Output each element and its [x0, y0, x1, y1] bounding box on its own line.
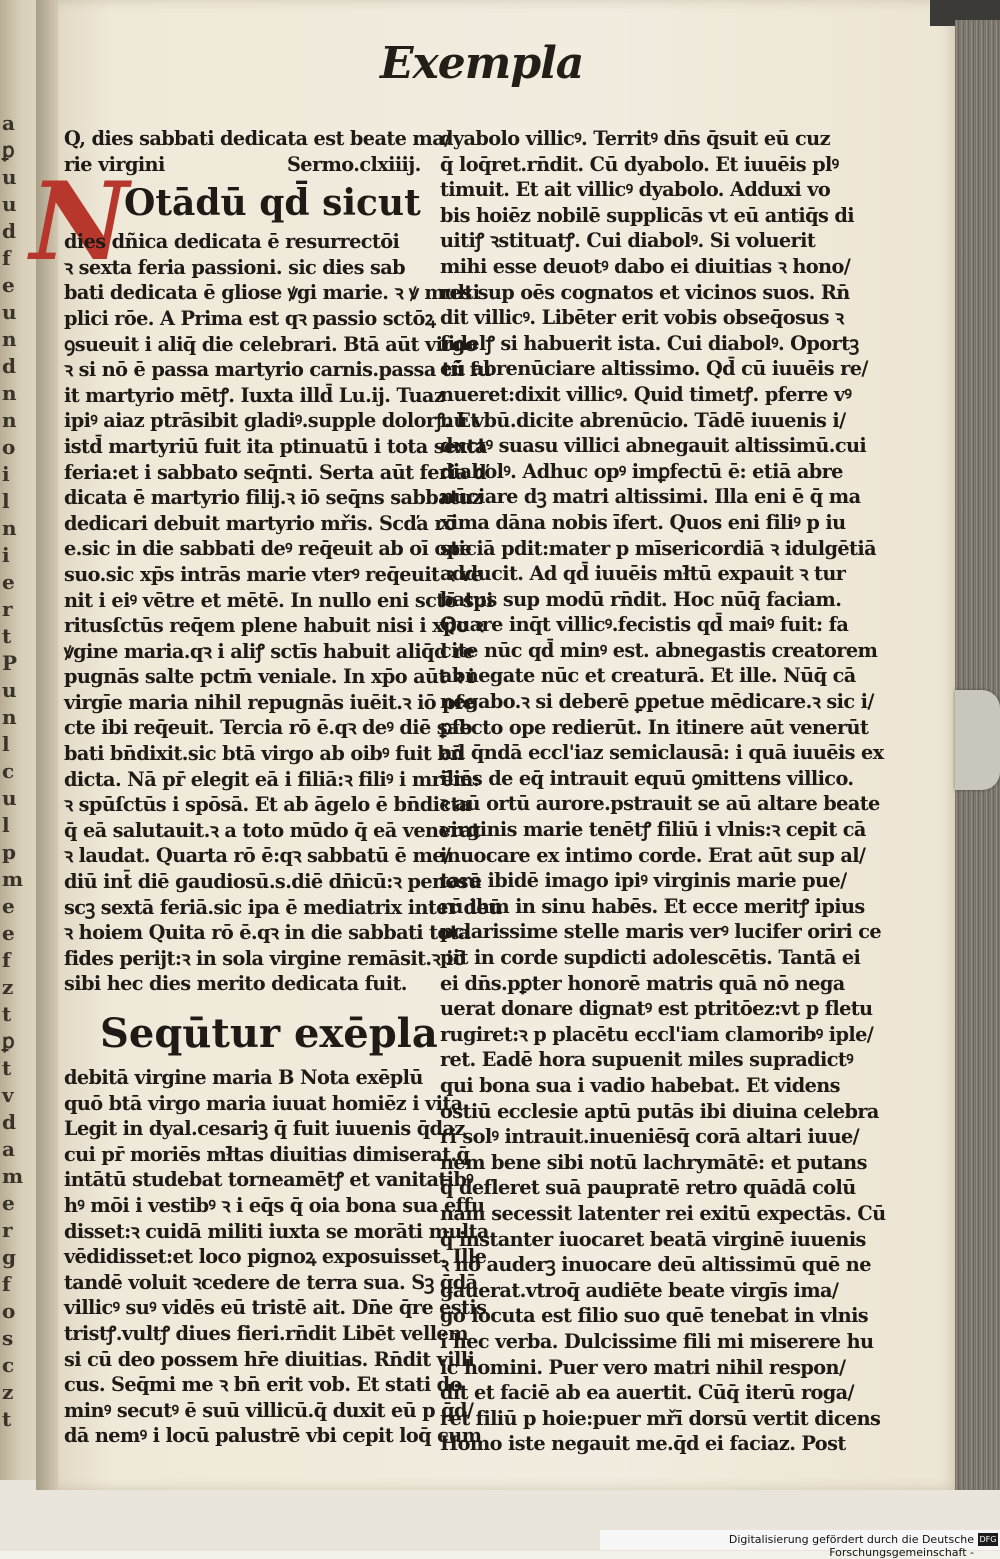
- text-line: gauerat.vtroq̄ audiēte beate virgīs ima/: [440, 1278, 839, 1302]
- verso-fragment: p: [2, 840, 15, 864]
- text-line: pit in corde supdicti adolescētis. Tantā ei: [440, 946, 861, 969]
- text-line: ipiꝰ aiaz ptrāsibit gladiꝰ.supple dolorꝭ. Et: [64, 409, 479, 433]
- verso-fragment: ꝑ: [2, 138, 14, 162]
- verso-fragment: u: [2, 678, 16, 702]
- verso-fragment: n: [2, 381, 16, 405]
- text-line: Legit in dyal.cesariꝫ q̄ fuit iuuenis q̄daz: [64, 1117, 465, 1141]
- text-line: ꝛ si nō ē passa martyrio carnis.passa tñ fu: [64, 358, 491, 382]
- verso-fragment: v: [2, 1083, 13, 1107]
- text-line: res sup oēs cognatos et vicinos suos. Rn̄: [440, 280, 850, 304]
- text-line: ꝑfecto ope redierūt. In itinere aūt venerūt: [440, 715, 869, 739]
- verso-fragment: u: [2, 786, 16, 810]
- verso-fragment: i: [2, 543, 9, 567]
- text-line: sibi hec dies merito dedicata fuit.: [64, 972, 407, 996]
- text-line: ꝟgine maria.qꝛ i aliꝭ sctīs habuit aliq̄d re: [64, 639, 475, 663]
- text-line: abnegate nūc et creaturā. Et ille. Nūq̄ cā: [440, 664, 856, 688]
- right-column: [440, 126, 886, 1457]
- text-line: cte ibi req̄euit. Tercia rō ē.qꝛ deꝰ diē sab: [64, 716, 472, 740]
- text-line: fidelꝭ si habuerit ista. Cui diabolꝰ. Oportꝫ: [440, 331, 859, 355]
- text-line: tristꝭ.vultꝭ diues fieri.rn̄dit Libēt vellem: [64, 1321, 468, 1345]
- text-line: ri solꝰ intrauit.inueniēsq̄ corā altari iuue/: [440, 1125, 860, 1149]
- verso-fragment: e: [2, 570, 14, 594]
- text-line: bati dedicata ē gliose ꝟgi marie. ꝛ ꝟ multi: [64, 281, 480, 305]
- verso-fragment: t: [2, 1056, 11, 1080]
- text-line: timuit. Et ait villicꝰ dyabolo. Adduxi vo: [440, 178, 831, 202]
- text-line: dicata ē martyrio filij.ꝛ iō seq̄ns sabbatuz: [64, 486, 483, 510]
- text-line: cus. Seq̄mi me ꝛ bn̄ erit vob. Et stati do: [64, 1373, 462, 1397]
- caption-line: rie virgini Sermo.clxiiij.: [64, 152, 421, 176]
- text-line: ꝛ laudat. Quarta rō ē:qꝛ sabbatū ē me/: [64, 844, 451, 868]
- left-body-text-2: [64, 1065, 489, 1449]
- text-line: negabo.ꝛ si deberē ꝑpetue mēdicare.ꝛ sic i/: [440, 690, 874, 714]
- verso-fragment: l: [2, 489, 9, 513]
- verso-fragment: a: [2, 111, 14, 135]
- text-line: dit villicꝰ. Libēter erit vobis obseq̄osus ꝛ: [440, 306, 844, 330]
- text-line: fides perijt:ꝛ in sola virgine remāsit.ꝛ iō: [64, 946, 466, 970]
- text-line: diabolꝰ. Adhuc opꝰ imꝑfectū ē: etiā abre: [440, 459, 843, 483]
- verso-fragment: n: [2, 705, 16, 729]
- text-line: batus sup modū rn̄dit. Hoc nūq̄ faciam.: [440, 587, 842, 611]
- verso-fragment: d: [2, 1110, 15, 1134]
- text-line: ritusſctūs req̄em plene habuit nisi i xp̄o ꝛ: [64, 614, 483, 638]
- text-line: iliēs de eq̄ intrauit equū ꝯmittens villico.: [440, 766, 854, 790]
- text-line: it martyrio mētꝭ. Iuxta illd̄ Lu.ij. Tuaz: [64, 383, 445, 407]
- text-line: q̄ loq̄ret.rn̄dit. Cū dyabolo. Et iuuēis plꝰ: [440, 152, 839, 176]
- text-line: dyabolo villicꝰ. Territꝰ dn̄s q̄suit eū cuz: [440, 127, 830, 150]
- text-line: nem bene sibi notū lachrymātē: et putans: [440, 1150, 867, 1174]
- text-line: vēdidisset:et loco pignoꝝ exposuisset. Ille: [64, 1245, 487, 1269]
- text-line: cite nūc qd̄ minꝰ est. abnegastis creatorem: [440, 638, 878, 662]
- verso-text-fragments: [2, 110, 40, 1440]
- text-line: dies dñica dedicata ē resurrectōi: [64, 230, 400, 254]
- verso-fragment: r: [2, 597, 12, 621]
- text-line: pugnās salte pctm̄ veniale. In xp̄o aūt ꝛ i: [64, 665, 475, 689]
- text-line: villicꝰ suꝰ vidēs eū tristē ait. Dn̄e q̄re estis: [64, 1296, 487, 1320]
- text-line: ꝛ hoiem Quita rō ē.qꝛ in die sabbati tota: [64, 921, 470, 945]
- text-line: ductꝰ suasu villici abnegauit altissimū.cui: [440, 434, 867, 458]
- text-line: istd̄ martyriū fuit ita ptinuatū i tota sexta: [64, 434, 487, 458]
- text-line: minꝰ secutꝰ ē suū villicū.q̄ duxit eū p q̄d/: [64, 1398, 474, 1422]
- text-line: tandē voluit ꝛcedere de terra sua. Sꝫ q̄dā: [64, 1270, 478, 1294]
- verso-fragment: m: [2, 867, 23, 891]
- text-line: dā nemꝰ i locū palustrē vbi cepit loq̄ cum: [64, 1424, 482, 1448]
- verso-fragment: ꝑ: [2, 1029, 14, 1053]
- text-line: virgīe maria nihil repugnās iuēit.ꝛ iō pfe: [64, 690, 475, 714]
- verso-fragment: f: [2, 246, 10, 270]
- footer-credit: Digitalisierung gefördert durch die Deutsche Forschungsgemeinschaft -: [728, 1533, 974, 1559]
- text-line: ad q̄ndā eccl'iaz semiclausā: i quā iuuēis ex: [440, 741, 884, 765]
- text-line: inuocare ex intimo corde. Erat aūt sup al/: [440, 843, 866, 867]
- text-line: rugiret:ꝛ p placētu eccl'iam clamoribꝰ iple/: [440, 1022, 874, 1046]
- text-line: adducit. Ad qd̄ iuuēis mł̄tū expauit ꝛ tur: [440, 562, 846, 586]
- verso-fragment: f: [2, 1272, 10, 1296]
- verso-fragment: P: [2, 651, 17, 675]
- text-line: scꝫ sextā feriā.sic ipa ē mediatrix inter deū: [64, 895, 502, 919]
- verso-fragment: a: [2, 1137, 14, 1161]
- verso-fragment: e: [2, 1191, 14, 1215]
- text-line: sticiā pdit:mater p mīsericordiā ꝛ idulgētiā: [440, 536, 876, 560]
- verso-fragment: o: [2, 1299, 15, 1323]
- page-clip-tab: [955, 690, 1000, 790]
- verso-fragment: n: [2, 327, 16, 351]
- verso-fragment: u: [2, 300, 16, 324]
- text-line: ꝛ aū ortū aurore.pstrauit se aū altare beate: [440, 792, 880, 816]
- left-column: [64, 126, 502, 1449]
- text-line: ꝛ nō auderꝫ inuocare deū altissimū quē ne: [440, 1253, 871, 1277]
- verso-fragment: u: [2, 165, 16, 189]
- verso-fragment: c: [2, 759, 14, 783]
- text-line: tare ibidē imago ipiꝰ virginis marie pue/: [440, 869, 847, 893]
- text-line: ret filiū p hoie:puer mřī dorsū vertit dicens: [440, 1406, 881, 1430]
- running-title: Exempla: [380, 38, 584, 89]
- text-line: ostiū ecclesie aptū putās ibi diuina celebra: [440, 1099, 879, 1123]
- verso-fragment: t: [2, 1407, 11, 1431]
- caption-line: Q, dies sabbati dedicata est beate ma/: [64, 127, 451, 150]
- text-line: feria:et i sabbato seq̄nti. Serta aūt feria ď: [64, 460, 487, 484]
- text-line: xima dāna nobis īfert. Quos eni filiꝰ p iu: [440, 510, 846, 534]
- text-line: bati bn̄dixit.sic btā virgo ab oibꝰ fuit bn̄: [64, 742, 464, 766]
- text-line: mihi esse deuotꝰ dabo ei diuitias ꝛ hono/: [440, 254, 851, 278]
- text-line: hꝰ mōi i vestibꝰ ꝛ i eq̄s q̄ oia bona sua effu: [64, 1193, 485, 1217]
- text-line: virginis marie tenētꝭ filiū i vlnis:ꝛ cepit cā: [440, 818, 866, 842]
- verso-fragment: z: [2, 1380, 13, 1404]
- verso-fragment: c: [2, 1353, 14, 1377]
- verso-fragment: l: [2, 813, 9, 837]
- text-line: uerat donare dignatꝰ est ptritōez:vt p fletu: [440, 997, 873, 1021]
- text-line: ꝛ spūſctūs i spōsā. Et ab āgelo ē bn̄dicta: [64, 793, 471, 817]
- verso-fragment: u: [2, 192, 16, 216]
- verso-fragment: e: [2, 273, 14, 297]
- text-line: qui bona sua i vadio habebat. Et videns: [440, 1073, 840, 1097]
- right-body-text: [440, 126, 886, 1457]
- text-line: ic homini. Puer vero matri nihil respon/: [440, 1355, 846, 1379]
- verso-fragment: i: [2, 462, 9, 486]
- section-heading: Seqūtur exēpla: [100, 1010, 438, 1057]
- text-line: eū abrenūciare altissimo. Qd̄ cū iuuēis re/: [440, 357, 868, 381]
- text-line: bis hoiēz nobilē supplicās vt eū antiq̄s di: [440, 203, 855, 227]
- text-line: quō btā virgo maria iuuat homiēz i vita.: [64, 1091, 469, 1115]
- text-line: nam secessit latenter rei exitū expectās. Cū: [440, 1201, 886, 1225]
- verso-fragment: n: [2, 516, 16, 540]
- rubricated-initial: N: [30, 159, 129, 285]
- verso-fragment: m: [2, 1164, 23, 1188]
- text-line: ei dn̄s.pꝑter honorē matris quā nō nega: [440, 971, 845, 995]
- text-line: go locuta est filio suo quē tenebat in vlnis: [440, 1304, 869, 1328]
- text-line: nū vbū.dicite abrenūcio. Tādē iuuenis i/: [440, 408, 846, 432]
- text-line: rū ihm in sinu habēs. Et ecce meritꝭ ipius: [440, 894, 865, 918]
- text-line: q̄ instanter iuocaret beatā virginē iuuenis: [440, 1227, 866, 1251]
- verso-fragment: n: [2, 408, 16, 432]
- text-line: plici rōe. A Prima est qꝛ passio sctōꝝ: [64, 306, 436, 330]
- text-line: nit i eiꝰ vētre et mētē. In nullo eni sctō spi: [64, 588, 493, 612]
- footer-credit-bar: [600, 1530, 1000, 1559]
- text-line: dit et faciē ab ea auertit. Cūq̄ iterū roga/: [440, 1381, 854, 1405]
- verso-fragment: z: [2, 975, 13, 999]
- opening-line: Otādū qd̄ sicut: [124, 182, 421, 225]
- text-line: si cū deo possem hr̄e diuitias. Rn̄dit villi: [64, 1347, 475, 1371]
- verso-fragment: d: [2, 354, 15, 378]
- text-line: ꝯsueuit i aliq̄ die celebrari. Btā aūt virgo: [64, 332, 477, 356]
- text-line: q̄ defleret suā paupratē retro quādā colū: [440, 1176, 856, 1200]
- verso-fragment: o: [2, 435, 15, 459]
- verso-fragment: g: [2, 1245, 15, 1269]
- text-line: cui pr̄ moriēs mł̄tas diuitias dimiserat.q̄: [64, 1142, 470, 1166]
- text-line: nueret:dixit villicꝰ. Quid timetꝭ. pferre vꝰ: [440, 382, 852, 406]
- text-line: ret. Eadē hora supuenit miles supradictꝰ: [440, 1048, 853, 1072]
- text-line: diū int̄ diē gaudiosū.s.diē dn̄icū:ꝛ penosū: [64, 870, 482, 894]
- dfg-logo: DFG: [979, 1535, 997, 1544]
- text-line: Quare inq̄t villicꝰ.fecistis qd̄ maiꝰ fuit: fa: [440, 613, 849, 637]
- text-line: suo.sic xp̄s intrās marie vterꝰ req̄euit ꝛ ve: [64, 562, 483, 586]
- verso-fragment: f: [2, 948, 10, 972]
- verso-fragment: e: [2, 894, 14, 918]
- text-line: disset:ꝛ cuidā militi iuxta se morāti multa: [64, 1219, 489, 1243]
- text-line: pclarissime stelle maris verꝰ lucifer oriri ce: [440, 920, 882, 944]
- text-line: e.sic in die sabbati deꝰ req̄euit ab oī ope: [64, 537, 472, 561]
- text-line: debitā virgine maria B Nota exēplū: [64, 1066, 423, 1089]
- text-line: dedicari debuit martyrio mřis. Scďa rō: [64, 511, 457, 535]
- text-line: ꝛ sexta feria passioni. sic dies sab: [64, 255, 405, 279]
- verso-fragment: e: [2, 921, 14, 945]
- text-line: intātū studebat torneamētꝭ et vanitatibꝰ: [64, 1168, 474, 1192]
- left-body-text: [64, 229, 502, 997]
- text-line: nūciare dꝫ matri altissimi. Illa eni ē q̄ ma: [440, 485, 861, 509]
- verso-fragment: t: [2, 624, 11, 648]
- verso-fragment: l: [2, 732, 9, 756]
- verso-fragment: d: [2, 219, 15, 243]
- text-line: q̄ eā salutauit.ꝛ a toto mūdo q̄ eā venerat: [64, 818, 480, 842]
- text-line: Homo iste negauit me.q̄d ei faciaz. Post: [440, 1432, 846, 1456]
- verso-fragment: s: [2, 1326, 13, 1350]
- text-line: dicta. Nā pr̄ elegit eā i filiā:ꝛ filiꝰ i mrēm:: [64, 767, 480, 791]
- text-line: uitiꝭ ꝛstituatꝭ. Cui diabolꝰ. Si voluerit: [440, 229, 816, 253]
- text-line: i hec verba. Dulcissime fili mi miserere hu: [440, 1329, 874, 1353]
- verso-fragment: t: [2, 1002, 11, 1026]
- verso-fragment: r: [2, 1218, 12, 1242]
